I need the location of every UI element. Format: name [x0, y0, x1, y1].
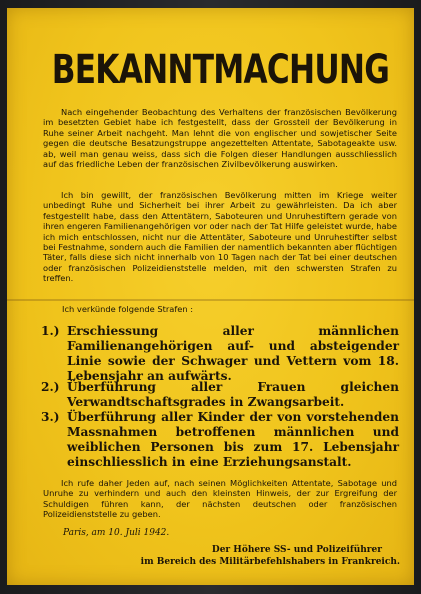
penalty-item-2 — [41, 380, 399, 410]
place-date: Paris, am 10. Juli 1942. — [63, 528, 170, 538]
penalty-number: 1.) — [41, 324, 60, 338]
notice-title: BEKANNTMACHUNG — [51, 47, 390, 93]
penalty-text: Überführung aller Kinder der von vorstehenden Massnahmen betroffenen männlichen und weiblichen Personen bis zum 17. Lebensjahr einschliesslich in eine Erziehungsanstalt. — [67, 410, 399, 469]
paragraph-decision: Ich bin gewillt, der französischen Bevölkerung mitten im Kriege weiter unbedingt Ruhe und Sicherheit bei ihrer Arbeit zu gewährleisten. Da ich aber festgestellt habe, dass den Attentätern, Saboteuren und Unruhestiftern gerade von ihren engeren Familienangehörigen vor oder nach der Tat Hilfe geleistet wurde, habe ich mich entschlossen, nicht nur die Attentäter, Saboteure und Unruhestifter selbst bei Festnahme, sondern auch die Familien der namentlich bekannten aber flüchtigen Täter, falls diese sich nicht innerhalb von 10 Tagen nach der Tat bei einer deutschen oder französischen Polizeidienststelle melden, mit den schwersten Strafen zu treffen. — [43, 190, 397, 284]
signature-block — [70, 545, 400, 568]
paragraph-penalties-intro: Ich verkünde folgende Strafen : — [62, 304, 194, 314]
penalty-text: Erschiessung aller männlichen Familienangehörigen auf- und absteigender Linie sowie der Schwager und Vettern vom 18. Lebensjahr an aufwärts. — [67, 324, 399, 383]
signature-line-1: Der Höhere SS- und Polizeiführer — [211, 545, 382, 555]
notice-poster — [7, 8, 414, 585]
penalty-item-1 — [41, 324, 399, 384]
paragraph-appeal: Ich rufe daher Jeden auf, nach seinen Möglichkeiten Attentate, Sabotage und Unruhe zu verhindern und auch den kleinsten Hinweis, der zur Ergreifung der Schuldigen führen kann, der nächsten deutschen oder französischen Polizeidienststelle zu geben. — [43, 478, 397, 520]
paragraph-observation: Nach eingehender Beobachtung des Verhaltens der französischen Bevölkerung im besetzten Gebiet habe ich festgestellt, dass der Grossteil der Bevölkerung in Ruhe seiner Arbeit nachgeht. Man lehnt die von englischer und sowjetischer Seite gegen die deutsche Besatzungstruppe angezettelten Attentate, Sabotageakte usw. ab, weil man genau weiss, dass sich die Folgen dieser Handlungen ausschliesslich auf das friedliche Leben der französischen Zivilbevölkerung auswirken. — [43, 107, 397, 170]
penalty-number: 2.) — [41, 380, 60, 394]
penalty-text: Überführung aller Frauen gleichen Verwandtschaftsgrades in Zwangsarbeit. — [67, 380, 399, 409]
signature-line-2: im Bereich des Militärbefehlshabers in Frankreich. — [140, 556, 400, 567]
penalty-item-3 — [41, 410, 399, 470]
penalty-number: 3.) — [41, 410, 60, 424]
